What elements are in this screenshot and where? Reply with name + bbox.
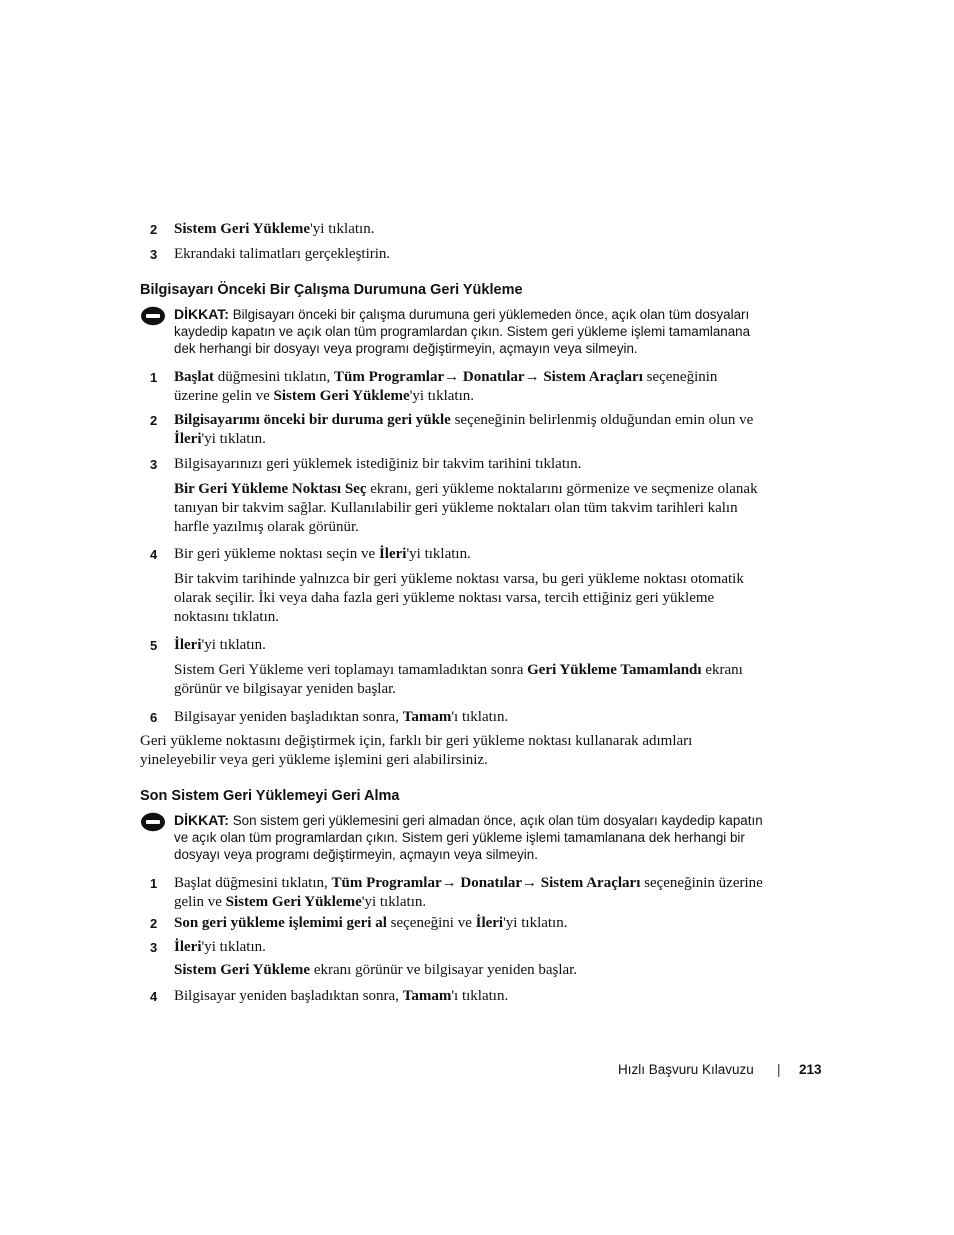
step-detail: Bir takvim tarihinde yalnızca bir geri yükleme noktası varsa, bu geri yükleme noktası otomatik olarak seçilir. İki veya daha fazla geri yükleme noktası varsa, tercih ettiğiniz geri yükleme noktasını tıklatın. <box>174 571 744 625</box>
page-number: 213 <box>799 1062 822 1077</box>
step-number: 4 <box>150 989 158 1004</box>
step-number: 5 <box>150 638 158 653</box>
step-text: Bilgisayarınızı geri yüklemek istediğiniz bir takvim tarihini tıklatın. <box>174 456 582 472</box>
notice-text: Bilgisayarı önceki bir çalışma durumuna geri yüklemeden önce, açık olan tüm dosyaları kaydedip kapatın ve açık olan tüm programlardan çıkın. Sistem geri yükleme işlemi tamamlanana dek herhangi bir dosyayı veya programı değiştirmeyin, açmayın veya silmeyin. <box>174 307 751 356</box>
notice-text: Son sistem geri yüklemesini geri almadan önce, açık olan tüm dosyaları kaydedip kapatın ve açık olan tüm programlardan çıkın. Sistem geri yükleme işlemi tamamlanana dek herhangi bir dosyayı veya programı değiştirmeyin, açmayın veya silmeyin. <box>174 813 763 862</box>
section-heading: Bilgisayarı Önceki Bir Çalışma Durumuna Geri Yükleme <box>140 282 523 298</box>
step-number: 6 <box>150 710 158 725</box>
step-bold: Sistem Geri Yükleme <box>174 221 311 237</box>
notice-icon <box>140 306 166 326</box>
step-text: Ekrandaki talimatları gerçekleştirin. <box>174 246 391 262</box>
step-detail: Sistem Geri Yükleme ekranı görünür ve bilgisayar yeniden başlar. <box>174 962 578 978</box>
section-heading: Son Sistem Geri Yüklemeyi Geri Alma <box>140 788 400 804</box>
footer-separator: | <box>777 1062 781 1077</box>
document-page: 2 Sistem Geri Yükleme'yi tıklatın. 3 Ekrandaki talimatları gerçekleştirin. Bilgisayarı Önceki Bir Çalışma Durumuna Geri Yükleme DİKKAT: Bilgisayarı önceki bir çalışma durumuna geri yüklemeden önce, açık olan tüm dosyaları kaydedip kapatın ve açık olan tüm programlardan çıkın. Sistem geri yükleme işlemi tamamlanana dek herhangi bir dosyayı veya programı değiştirmeyin, açmayın veya silmeyin. 1 Başlat düğmesini tıklatın, Tüm Programlar→ Donatılar→ Sistem Araçları seçeneğinin üzerine gelin ve Sistem Geri Yükleme'yi tıklatın. 2 Bilgisayarımı önceki bir duruma geri yükle seçeneğinin belirlenmiş olduğundan emin olun ve İleri'yi tıklatın. 3 Bilgisayarınızı geri yüklemek istediğiniz bir takvim tarihini tıklatın. Bir Geri Yükleme Noktası Seç ekranı, geri yükleme noktalarını görmenize ve seçmenize olanak tanıyan bir takvim sağlar. Kullanılabilir geri yükleme noktaları olan tüm takvim tarihleri kalın harfle yazılmış olarak görünür. 4 Bir geri yükleme noktası seçin ve İleri'yi tıklatın. Bir takvim tarihinde yalnızca bir geri yükleme noktası varsa, bu geri yükleme noktası otomatik olarak seçilir. İki veya daha fazla geri yükleme noktası varsa, tercih ettiğiniz geri yükleme noktasını tıklatın. 5 İleri'yi tıklatın. Sistem Geri Yükleme veri toplamayı tamamladıktan sonra Geri Yükleme Tamamlandı ekranı görünür ve bilgisayar yeniden başlar. 6 Bilgisayar yeniden başladıktan sonra, Tamam'ı tıklatın. Geri yükleme noktasını değiştirmek için, farklı bir geri yükleme noktası kullanarak adımları yineleyebilir veya geri yükleme işlemini geri alabilirsiniz. Son Sistem Geri Yüklemeyi Geri Alma DİKKAT: Son sistem geri yüklemesini geri almadan önce, açık olan tüm dosyaları kaydedip kapatın ve açık olan tüm programlardan çıkın. Sistem geri yükleme işlemi tamamlanana dek herhangi bir dosyayı veya programı değiştirmeyin, açmayın veya silmeyin. 1 Başlat düğmesini tıklatın, Tüm Programlar→ Donatılar→ Sistem Araçları seçeneğinin üzerine gelin ve Sistem Geri Yükleme'yi tıklatın. 2 Son geri yükleme işlemimi geri al seçeneğini ve İleri'yi tıklatın. 3 İleri'yi tıklatın. Sistem Geri Yükleme ekranı görünür ve bilgisayar yeniden başlar. 4 Bilgisayar yeniden başladıktan sonra, Tamam'ı tıklatın. Hızlı Başvuru Kılavuzu | 213 <box>140 221 822 1077</box>
step-number: 1 <box>150 370 158 385</box>
step-detail: Sistem Geri Yükleme veri toplamayı tamamladıktan sonra Geri Yükleme Tamamlandı ekranı görünür ve bilgisayar yeniden başlar. <box>174 662 743 697</box>
step-number: 2 <box>150 916 158 931</box>
step-number: 3 <box>150 247 158 262</box>
notice-icon <box>140 812 166 832</box>
step-detail: Bir Geri Yükleme Noktası Seç ekranı, geri yükleme noktalarını görmenize ve seçmenize olanak tanıyan bir takvim sağlar. Kullanılabilir geri yükleme noktaları olan tüm takvim tarihleri kalın harfle yazılmış olarak görünür. <box>174 481 758 535</box>
notice-label: DİKKAT: <box>174 306 229 322</box>
step-number: 2 <box>150 413 158 428</box>
closing-paragraph: Geri yükleme noktasını değiştirmek için, farklı bir geri yükleme noktası kullanarak adımları yineleyebilir veya geri yükleme işlemini geri alabilirsiniz. <box>140 733 693 768</box>
step-number: 3 <box>150 940 158 955</box>
step-number: 2 <box>150 222 158 237</box>
footer-title: Hızlı Başvuru Kılavuzu <box>618 1062 754 1077</box>
notice-label: DİKKAT: <box>174 812 229 828</box>
step-number: 4 <box>150 547 158 562</box>
step-number: 3 <box>150 457 158 472</box>
step-number: 1 <box>150 876 158 891</box>
step-text: 'yi tıklatın. <box>310 221 375 237</box>
